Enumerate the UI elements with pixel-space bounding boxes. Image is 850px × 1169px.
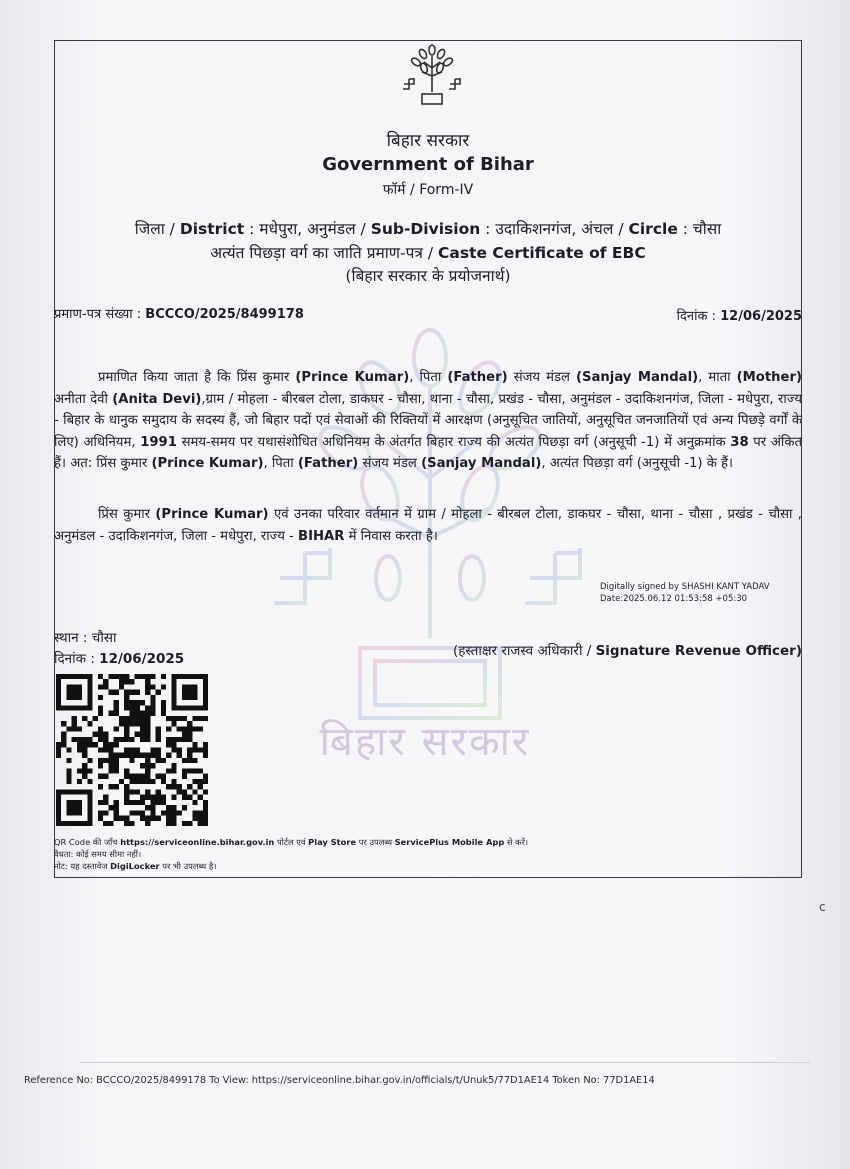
subdivision-label: Sub-Division: [370, 220, 481, 238]
place-line: स्थान : चौसा: [54, 630, 117, 646]
digilocker-note: नोट: यह दस्तावेज DigiLocker पर भी उपलब्ध है।: [54, 861, 217, 871]
place-date-value: 12/06/2025: [99, 651, 185, 667]
form-title: फॉर्म / Form-IV: [382, 182, 474, 198]
certificate-title: अत्यंत पिछड़ा वर्ग का जाति प्रमाण-पत्र / Caste Certificate of EBC: [210, 244, 646, 262]
certificate-number: प्रमाण-पत्र संख्या : BCCCO/2025/8499178: [54, 307, 304, 322]
circle-value: चौसा: [692, 220, 722, 238]
place-label: स्थान: [54, 630, 79, 646]
form-hindi: फॉर्म: [382, 182, 406, 198]
place-value: चौसा: [91, 630, 117, 646]
certificate-date-value: 12/06/2025: [720, 309, 802, 324]
government-hindi: बिहार सरकार: [386, 131, 470, 151]
watermark-text: बिहार सरकार: [319, 719, 531, 765]
digital-signature-date: Date:2025.06.12 01:53:58 +05:30: [600, 594, 748, 604]
footer-divider: [80, 1062, 810, 1063]
certificate-purpose: (बिहार सरकार के प्रयोजनार्थ): [345, 267, 511, 285]
certificate-number-value: BCCCO/2025/8499178: [145, 307, 304, 322]
reference-line: Reference No: BCCCO/2025/8499178 To View: https://serviceonline.bihar.gov.in/officials/t/Unuk5/77D1AE14 Token No: 77D1AE14: [24, 1075, 655, 1086]
certificate-body-paragraph-2: प्रिंस कुमार (Prince Kumar) एवं उनका परिवार वर्तमान में ग्राम / मोहला - बीरबल टोला, डाकघर - चौसा, थाना - चौसा , प्रखंड - चौसा , अनुमंडल - उदाकिशनगंज, जिला - मधेपुरा, राज्य - BIHAR में निवास करता है।: [54, 507, 802, 544]
validity-note: वैधता: कोई समय सीमा नहीं।: [54, 849, 142, 859]
certificate-body-paragraph-1: प्रमाणित किया जाता है कि प्रिंस कुमार (Prince Kumar), पिता (Father) संजय मंडल (Sanjay Mandal), माता (Mother) अनीता देवी (Anita Devi),ग्राम / मोहला - बीरबल टोला, डाकघर - चौसा, थाना - चौसा, प्रखंड - चौसा, अनुमंडल - उदाकिशनगंज, जिला - मधेपुरा, राज्य - बिहार के धानुक समुदाय के सदस्य हैं, जो बिहार पदों एवं सेवाओं की रिक्तियों में आरक्षण (अनुसूचित जातियों, अनुसूचित जनजातियों एवं अन्य पिछड़े वर्गों के लिए) अधिनियम, 1991 समय-समय पर यथासंशोधित अधिनियम के अंतर्गत बिहार राज्य की अत्यंत पिछड़ा वर्ग (अनुसूची -1) में अनुक्रमांक 38 पर अंकित हैं। अत: प्रिंस कुमार (Prince Kumar), पिता (Father) संजय मंडल (Sanjay Mandal), अत्यंत पिछड़ा वर्ग (अनुसूची -1) के हैं।: [54, 370, 803, 471]
signature-english: Signature Revenue Officer): [595, 643, 802, 659]
certificate-date: दिनांक : 12/06/2025: [676, 309, 802, 324]
qr-code-icon[interactable]: [56, 674, 208, 826]
paper-speck: c: [819, 900, 826, 914]
government-english: Government of Bihar: [322, 154, 534, 175]
certificate-title-hindi: अत्यंत पिछड़ा वर्ग का जाति प्रमाण-पत्र: [210, 244, 423, 262]
digital-signature-info: [600, 581, 805, 605]
qr-verification-note: QR Code की जाँच https://serviceonline.bihar.gov.in पोर्टल एवं Play Store पर उपलब्ध ServicePlus Mobile App से करें।: [54, 837, 529, 847]
form-english: Form-IV: [419, 182, 474, 198]
district-value: मधेपुरा, अनुमंडल: [259, 220, 356, 238]
digital-signature-signer: Digitally signed by SHASHI KANT YADAV: [600, 582, 770, 592]
place-date-line: दिनांक : 12/06/2025: [54, 651, 185, 667]
place-date-label: दिनांक: [54, 651, 87, 667]
location-line: जिला / District : मधेपुरा, अनुमंडल / Sub-Division : उदाकिशनगंज, अंचल / Circle : चौसा: [134, 220, 722, 238]
bihar-emblem-bodhi-tree-icon: [400, 44, 464, 108]
district-label: District: [179, 220, 245, 238]
certificate-number-label: प्रमाण-पत्र संख्या: [54, 307, 133, 322]
certificate-title-english: Caste Certificate of EBC: [438, 244, 646, 262]
signature-hindi: (हस्ताक्षर राजस्व अधिकारी: [452, 643, 583, 659]
district-label-hindi: जिला: [134, 220, 165, 238]
subdivision-value: उदाकिशनगंज, अंचल: [495, 220, 614, 238]
certificate-date-label: दिनांक: [676, 309, 708, 324]
signature-revenue-officer: (हस्ताक्षर राजस्व अधिकारी / Signature Revenue Officer): [452, 643, 802, 659]
circle-label: Circle: [628, 220, 678, 238]
